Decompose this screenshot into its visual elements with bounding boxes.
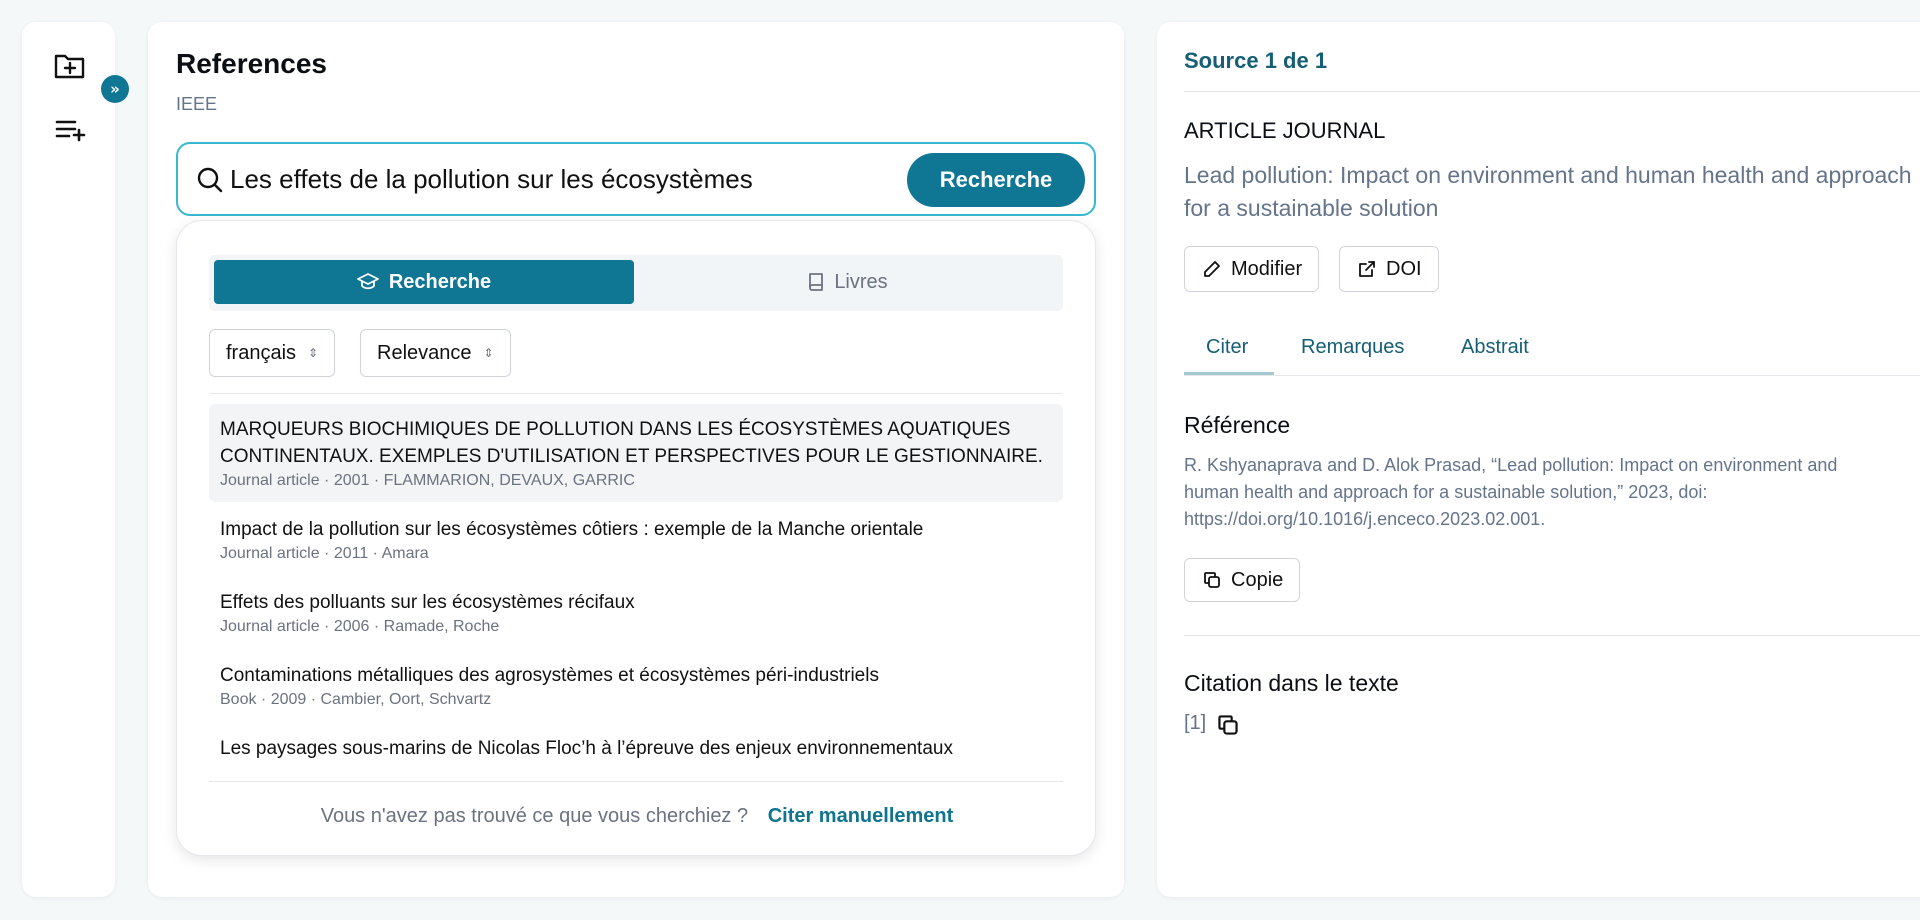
- divider: [1184, 375, 1920, 376]
- source-type: ARTICLE JOURNAL: [1184, 118, 1386, 143]
- reference-line: human health and approach for a sustainable solution,” 2023, doi:: [1184, 482, 1708, 502]
- results-list: [209, 404, 1063, 766]
- divider: [1184, 91, 1920, 92]
- tab-cite[interactable]: Citer: [1206, 336, 1249, 358]
- chevron-up-down-icon: ⇕: [483, 346, 494, 360]
- result-meta: Book · 2009 · Cambier, Oort, Schvartz: [220, 691, 492, 708]
- intext-citation-value: [1]: [1184, 712, 1207, 734]
- expand-sidebar-button[interactable]: [101, 75, 129, 103]
- tab-books[interactable]: [638, 260, 1058, 304]
- copy-icon: [1203, 571, 1221, 589]
- source-detail-panel: [1157, 22, 1920, 897]
- copy-button-label: Copie: [1231, 568, 1284, 591]
- add-list-button[interactable]: [52, 112, 88, 148]
- result-meta: Journal article · 2011 · Amara: [220, 545, 429, 562]
- source-counter: Source 1 de 1: [1184, 48, 1328, 73]
- search-input[interactable]: [230, 158, 890, 200]
- external-link-icon: [1358, 260, 1376, 278]
- book-icon: [808, 272, 824, 292]
- result-meta: Journal article · 2001 · FLAMMARION, DEVAUX, GARRIC: [220, 472, 635, 489]
- edit-button-label: Modifier: [1231, 257, 1303, 280]
- manual-cite-prompt: [177, 805, 1097, 828]
- doi-button-label: DOI: [1386, 257, 1422, 280]
- graduation-cap-icon: [357, 273, 379, 291]
- copy-icon: [1217, 714, 1239, 736]
- source-title: Lead pollution: Impact on environment and human health and approach for a sustainable solution: [1184, 162, 1912, 221]
- source-type-switch: [209, 255, 1063, 311]
- reference-text: [1184, 452, 1920, 533]
- result-item[interactable]: [209, 504, 1063, 575]
- tab-abstract[interactable]: Abstrait: [1461, 336, 1529, 358]
- search-button[interactable]: Recherche: [907, 153, 1085, 207]
- copy-intext-button[interactable]: [1217, 714, 1239, 741]
- reference-line: https://doi.org/10.1016/j.enceco.2023.02.001.: [1184, 509, 1546, 529]
- tab-notes[interactable]: Remarques: [1301, 336, 1405, 358]
- search-icon: [196, 166, 224, 199]
- search-bar: [176, 142, 1096, 216]
- result-title: Les paysages sous-marins de Nicolas Floc’h à l’épreuve des enjeux environnementaux: [220, 738, 953, 759]
- reference-heading: Référence: [1184, 412, 1291, 438]
- search-results-dropdown: [176, 220, 1096, 856]
- cite-manually-link[interactable]: Citer manuellement: [767, 805, 954, 827]
- tab-research[interactable]: [214, 260, 634, 304]
- result-title: MARQUEURS BIOCHIMIQUES DE POLLUTION DANS LES ÉCOSYSTÈMES AQUATIQUES CONTINENTAUX. EXEMPLES D'UTILISATION ET PERSPECTIVES POUR LE GESTIONNAIRE.: [220, 419, 1043, 467]
- result-item[interactable]: [209, 723, 1063, 766]
- references-panel: [148, 22, 1124, 897]
- new-folder-button[interactable]: [52, 48, 88, 84]
- divider: [1184, 635, 1920, 636]
- language-select[interactable]: [209, 329, 335, 377]
- copy-reference-button[interactable]: [1184, 558, 1300, 602]
- result-title: Impact de la pollution sur les écosystèmes côtiers : exemple de la Manche orientale: [220, 519, 924, 540]
- not-found-text: Vous n'avez pas trouvé ce que vous cherchiez ?: [320, 805, 749, 827]
- chevron-up-down-icon: ⇕: [308, 346, 319, 360]
- doi-button[interactable]: [1339, 246, 1439, 292]
- chevrons-right-icon: »: [110, 80, 120, 98]
- reference-line: R. Kshyanaprava and D. Alok Prasad, “Lead pollution: Impact on environment and: [1184, 455, 1838, 475]
- folder-plus-icon: [53, 51, 87, 81]
- result-item[interactable]: [209, 404, 1063, 502]
- result-item[interactable]: [209, 577, 1063, 648]
- sort-select-value: Relevance: [377, 341, 472, 364]
- result-item[interactable]: [209, 650, 1063, 721]
- language-select-value: français: [226, 341, 297, 364]
- divider: [209, 393, 1063, 394]
- left-rail: [22, 22, 115, 897]
- sort-select[interactable]: [360, 329, 511, 377]
- result-meta: Journal article · 2006 · Ramade, Roche: [220, 618, 500, 635]
- intext-citation-heading: Citation dans le texte: [1184, 670, 1399, 696]
- page-title: References: [176, 48, 327, 79]
- tab-research-label: Recherche: [388, 270, 492, 293]
- edit-button[interactable]: [1184, 246, 1319, 292]
- pencil-icon: [1203, 260, 1221, 278]
- tab-books-label: Livres: [834, 270, 888, 293]
- citation-style-label: IEEE: [176, 94, 218, 114]
- result-title: Effets des polluants sur les écosystèmes récifaux: [220, 592, 635, 613]
- list-plus-icon: [54, 117, 86, 143]
- divider: [209, 781, 1063, 782]
- result-title: Contaminations métalliques des agrosystèmes et écosystèmes péri-industriels: [220, 665, 879, 686]
